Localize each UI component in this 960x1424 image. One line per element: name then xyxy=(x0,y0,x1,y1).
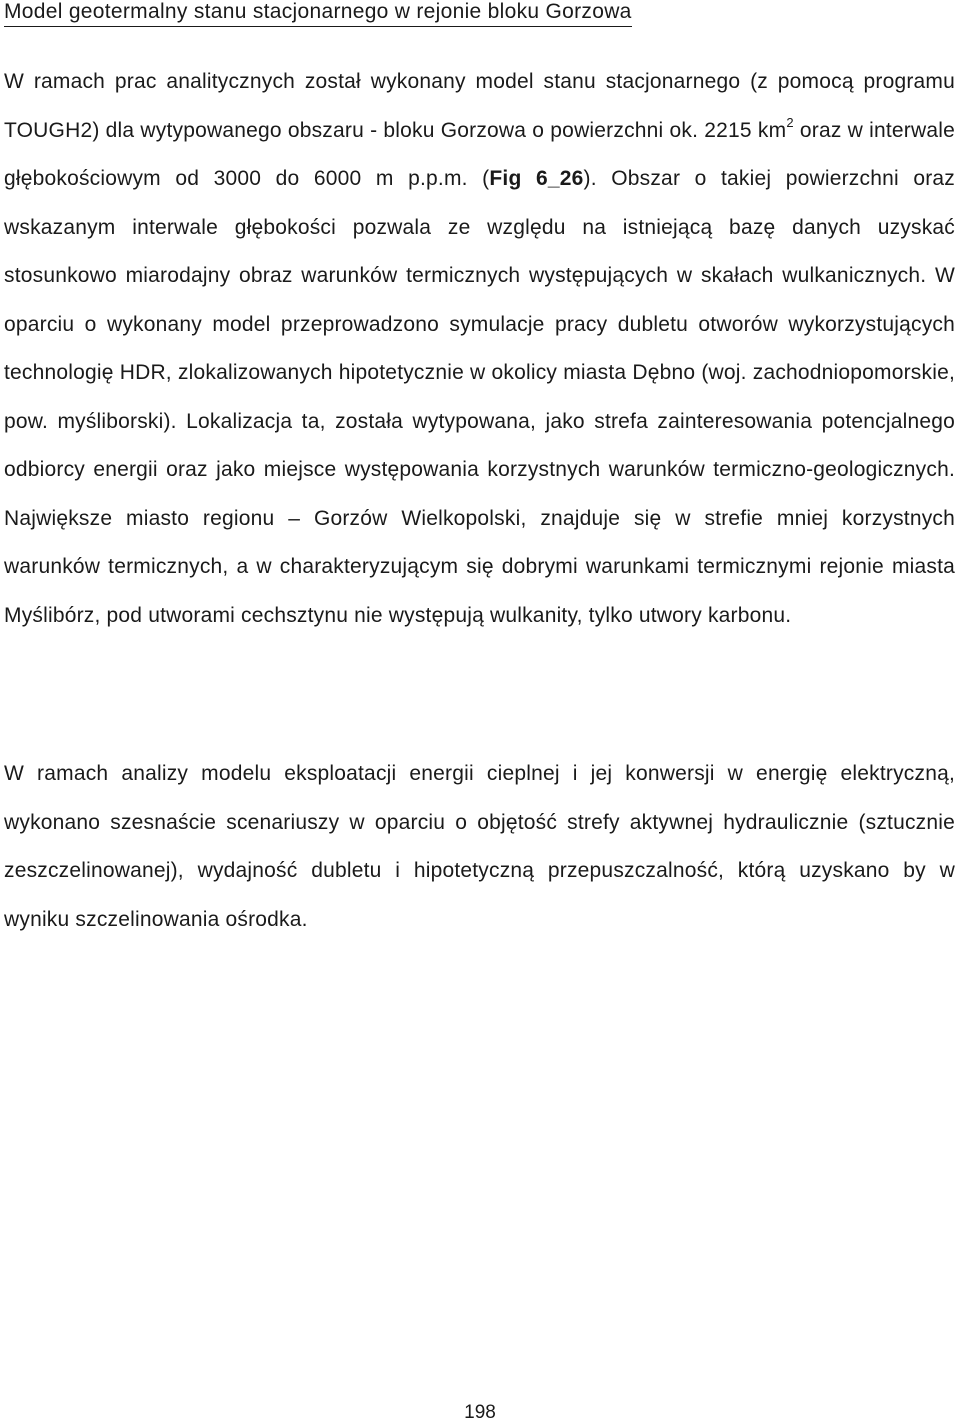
paragraph-text-part1: W ramach prac analitycznych został wykonany model stanu stacjonarnego (z pomocą programu TOUGH2) dla wytypowanego obszaru - bloku Gorzowa o powierzchni ok. 2215 km xyxy=(4,70,955,142)
page-number: 198 xyxy=(464,1402,496,1423)
figure-reference: Fig 6_26 xyxy=(489,167,584,190)
area-unit-superscript: 2 xyxy=(786,114,794,130)
paragraph-text-part2: oraz w interwale głębokościowym od 3000 do 6000 m p.p.m. ( xyxy=(4,118,955,190)
section-header: Model geotermalny stanu stacjonarnego w rejonie bloku Gorzowa xyxy=(4,0,632,27)
paragraph-scenarios: W ramach analizy modelu eksploatacji energii cieplnej i jej konwersji w energię elektryczną, wykonano szesnaście scenariuszy w oparciu o objętość strefy aktywnej hydraulicznie (sztucznie zeszczelinowanej), wydajność dubletu i hipotetyczną przepuszczalność, którą uzyskano by w wyniku szczelinowania ośrodka. xyxy=(4,762,955,931)
paragraph-model-description xyxy=(4,58,955,640)
paragraph-text-part3: ). Obszar o takiej powierzchni oraz wskazanym interwale głębokości pozwala ze względu na istniejącą bazę danych uzyskać stosunkowo miarodajny obraz warunków termicznych występujących w skałach wulkanicznych. W oparciu o wykonany model przeprowadzono symulacje pracy dubletu otworów wykorzystujących technologię HDR, zlokalizowanych hipotetycznie w okolicy miasta Dębno (woj. zachodniopomorskie, pow. myśliborski). Lokalizacja ta, została wytypowana, jako strefa zainteresowania potencjalnego odbiorcy energii oraz jako miejsce występowania korzystnych warunków termiczno-geologicznych. Największe miasto regionu – Gorzów Wielkopolski, znajduje się w strefie mniej korzystnych warunków termicznych, a w charakteryzującym się dobrymi warunkami termicznymi rejonie miasta Myślibórz, pod utworami cechsztynu nie występują wulkanity, tylko utwory karbonu. xyxy=(4,167,955,627)
